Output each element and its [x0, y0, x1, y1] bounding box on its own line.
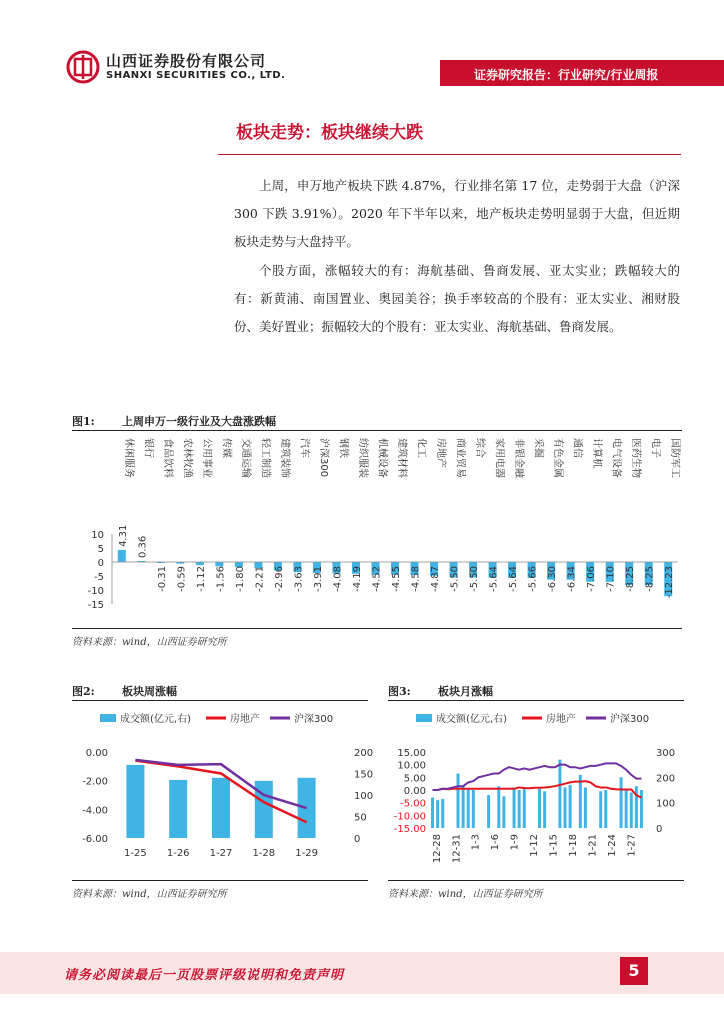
data-label: -4.52 — [371, 566, 383, 592]
data-label: -5.50 — [469, 566, 481, 592]
data-label: 0.36 — [137, 535, 149, 558]
volume-bar — [558, 760, 561, 828]
data-label: -4.87 — [430, 566, 442, 592]
x-tick-label: 1-18 — [568, 834, 580, 857]
data-label: -5.66 — [527, 566, 539, 592]
y-right-tick: 200 — [656, 773, 676, 785]
volume-bar — [584, 787, 587, 828]
y-right-tick: 0 — [656, 824, 663, 835]
legend-swatch — [100, 714, 116, 722]
category-label: 传媒 — [220, 438, 232, 458]
data-label: -2.21 — [254, 566, 266, 592]
data-label: -8.25 — [625, 566, 637, 592]
data-label: -8.25 — [644, 566, 656, 592]
data-label: -0.59 — [176, 566, 188, 592]
page-number: 5 — [620, 957, 648, 985]
y-tick-label: 0 — [97, 558, 104, 569]
category-label: 有色金属 — [552, 438, 564, 478]
data-label: -5.50 — [449, 566, 461, 592]
data-label: -4.55 — [391, 566, 402, 592]
company-name-en: SHANXI SECURITIES CO., LTD. — [106, 70, 286, 81]
y-right-tick: 200 — [354, 748, 374, 759]
volume-bar — [523, 789, 526, 828]
legend-label: 沪深300 — [610, 714, 650, 725]
y-right-tick: 0 — [354, 834, 361, 845]
volume-bar — [569, 785, 572, 828]
section-title: 板块走势：板块继续大跌 — [236, 123, 423, 143]
bar — [118, 550, 126, 562]
sector-weekly-chart — [72, 710, 374, 880]
figure1-bottom-rule — [72, 628, 682, 629]
x-tick-label: 1-27 — [209, 848, 233, 859]
category-label: 银行 — [142, 438, 154, 458]
figure1-title: 上周申万一级行业及大盘涨跌幅 — [122, 415, 276, 428]
y-left-tick: -10.00 — [393, 811, 426, 823]
category-label: 钢铁 — [337, 438, 349, 458]
volume-bar — [467, 789, 470, 828]
figure1-label: 图1: — [72, 415, 95, 428]
legend-label: 沪深300 — [294, 714, 334, 725]
data-label: -12.23 — [664, 566, 676, 599]
x-tick-label: 1-29 — [295, 848, 318, 859]
legend-label: 成交额(亿元,右) — [436, 714, 507, 725]
x-tick-label: 1-12 — [529, 834, 541, 857]
y-left-tick: 0.00 — [403, 786, 426, 797]
category-label: 房地产 — [435, 438, 447, 468]
category-label: 建筑装饰 — [278, 438, 290, 478]
x-tick-label: 1-28 — [252, 848, 276, 859]
x-tick-label: 1-6 — [490, 834, 502, 851]
category-label: 电子 — [649, 438, 661, 458]
data-label: -5.64 — [508, 566, 520, 592]
volume-bar — [543, 791, 546, 828]
x-tick-label: 1-24 — [606, 834, 618, 857]
y-right-tick: 150 — [354, 769, 374, 781]
data-label: -1.12 — [195, 566, 207, 592]
figure3-label: 图3: — [388, 685, 411, 698]
category-label: 机械设备 — [376, 438, 388, 478]
x-tick-label: 1-15 — [548, 834, 560, 857]
category-label: 电气设备 — [610, 438, 622, 478]
y-tick-label: -5 — [94, 572, 104, 583]
category-label: 采掘 — [532, 438, 544, 458]
paragraph-2: 个股方面，涨幅较大的有：海航基础、鲁商发展、亚太实业；跌幅较大的有：新黄浦、南国置业、奥园美谷；换手率较高的个股有：亚太实业、湘财股份、美好置业；振幅较大的个股有：亚太实业、海航基础、鲁商发展。 — [234, 263, 680, 334]
figure3-bottom-rule — [388, 880, 684, 881]
category-label: 国防军工 — [669, 438, 681, 478]
series-line-hs300 — [433, 763, 642, 790]
category-label: 休闲服务 — [122, 438, 134, 478]
category-label: 纺织服装 — [356, 438, 368, 478]
category-label: 商业贸易 — [454, 438, 466, 478]
x-tick-label: 1-21 — [587, 834, 599, 857]
category-label: 化工 — [415, 438, 427, 458]
volume-bar — [436, 800, 439, 828]
category-label: 医药生物 — [630, 438, 642, 478]
x-tick-label: 1-27 — [626, 834, 638, 857]
figure1-rule — [72, 430, 682, 431]
sector-monthly-chart — [388, 710, 684, 880]
volume-bar — [212, 778, 230, 838]
figure2-label: 图2: — [72, 685, 95, 698]
volume-bar — [630, 793, 633, 828]
category-label: 食品饮料 — [161, 438, 173, 478]
y-left-tick: -4.00 — [82, 805, 108, 817]
x-tick-label: 1-25 — [124, 848, 147, 859]
category-label: 沪深300 — [317, 438, 329, 478]
x-tick-label: 1-26 — [166, 848, 190, 859]
y-right-tick: 50 — [354, 812, 367, 824]
bar — [196, 562, 204, 565]
category-label: 家用电器 — [493, 438, 505, 478]
category-label: 综合 — [474, 438, 486, 458]
y-right-tick: 100 — [354, 791, 374, 802]
y-right-tick: 100 — [656, 798, 676, 810]
category-label: 非银金融 — [513, 438, 525, 478]
data-label: -2.96 — [273, 566, 285, 592]
data-label: -0.31 — [156, 566, 168, 592]
y-right-tick: 300 — [656, 748, 676, 759]
data-label: -6.30 — [547, 566, 559, 592]
bar — [215, 562, 223, 566]
legend-label: 房地产 — [546, 714, 576, 725]
industry-return-chart — [72, 434, 684, 626]
x-tick-label: 1-9 — [509, 834, 521, 851]
volume-bar — [640, 790, 643, 828]
y-left-tick: -15.00 — [393, 824, 426, 835]
section-divider — [218, 154, 681, 155]
volume-bar — [502, 796, 505, 828]
y-tick-label: 5 — [97, 544, 104, 555]
volume-bar — [431, 798, 434, 828]
figure2-title: 板块周涨幅 — [122, 685, 177, 698]
data-label: -4.58 — [410, 566, 422, 592]
company-name-cn: 山西证券股份有限公司 — [106, 52, 267, 70]
report-type: 证券研究报告：行业研究/行业周报 — [474, 68, 659, 82]
volume-bar — [604, 790, 607, 828]
x-tick-label: 1-3 — [470, 834, 482, 851]
y-tick-label: -10 — [87, 586, 104, 597]
data-label: 4.31 — [117, 524, 129, 547]
y-left-tick: -2.00 — [82, 776, 108, 788]
y-left-tick: 10.00 — [397, 760, 426, 772]
category-label: 汽车 — [298, 438, 310, 458]
data-label: -3.63 — [293, 566, 305, 592]
category-label: 交通运输 — [239, 438, 251, 478]
footer-disclaimer: 请务必阅读最后一页股票评级说明和免责声明 — [64, 968, 345, 983]
data-label: -1.56 — [215, 566, 227, 592]
volume-bar — [625, 790, 628, 828]
paragraph-1: 上周，申万地产板块下跌 4.87%，行业排名第 17 位，走势弱于大盘（沪深 300 下跌 3.91%）。2020 年下半年以来，地产板块走势明显弱于大盘，但近期板块走势与大盘持平。 — [234, 178, 680, 249]
figure2-source: 资料来源：wind，山西证券研究所 — [72, 889, 227, 900]
volume-bar — [620, 777, 623, 828]
y-left-tick: 0.00 — [85, 748, 108, 759]
x-tick-label: 12-28 — [431, 834, 443, 864]
volume-bar — [487, 795, 490, 828]
volume-bar — [462, 785, 465, 828]
legend-label: 房地产 — [230, 714, 260, 725]
y-tick-label: -15 — [87, 600, 104, 611]
figure2-rule — [72, 700, 368, 701]
figure3-source: 资料来源：wind，山西证券研究所 — [388, 889, 543, 900]
volume-bar — [599, 791, 602, 828]
volume-bar — [457, 774, 460, 828]
figure3-title: 板块月涨幅 — [438, 685, 493, 698]
category-label: 轻工制造 — [259, 438, 271, 478]
category-label: 建筑材料 — [396, 438, 407, 478]
company-logo — [66, 50, 100, 84]
data-label: -4.19 — [351, 566, 363, 592]
y-left-tick: -5.00 — [400, 798, 426, 810]
data-label: -4.08 — [332, 566, 344, 592]
volume-bar — [441, 799, 444, 828]
data-label: -7.10 — [605, 566, 617, 592]
data-label: -6.34 — [566, 566, 578, 592]
volume-bar — [579, 775, 582, 828]
x-tick-label: 12-31 — [451, 834, 463, 864]
figure1-source: 资料来源：wind，山西证券研究所 — [72, 637, 227, 648]
figure3-rule — [388, 700, 684, 701]
volume-bar — [497, 786, 500, 828]
figure2-bottom-rule — [72, 880, 368, 881]
volume-bar — [126, 765, 144, 838]
legend-label: 成交额(亿元,右) — [120, 714, 191, 725]
volume-bar — [169, 780, 187, 838]
volume-bar — [513, 787, 516, 828]
data-label: -5.64 — [488, 566, 500, 592]
category-label: 计算机 — [591, 438, 603, 468]
volume-bar — [564, 787, 567, 828]
volume-bar — [518, 790, 521, 828]
category-label: 通信 — [571, 438, 583, 458]
logo-emblem-icon — [66, 50, 100, 84]
y-tick-label: 10 — [91, 530, 104, 541]
volume-bar — [538, 789, 541, 828]
y-left-tick: 15.00 — [397, 748, 426, 759]
category-label: 农林牧渔 — [181, 438, 193, 478]
data-label: -1.80 — [234, 566, 246, 592]
volume-bar — [472, 790, 475, 828]
data-label: -7.06 — [586, 566, 598, 592]
y-left-tick: 5.00 — [403, 773, 426, 785]
data-label: -3.91 — [312, 566, 324, 592]
legend-swatch — [416, 714, 432, 722]
y-left-tick: -6.00 — [82, 834, 108, 845]
category-label: 公用事业 — [200, 438, 212, 478]
